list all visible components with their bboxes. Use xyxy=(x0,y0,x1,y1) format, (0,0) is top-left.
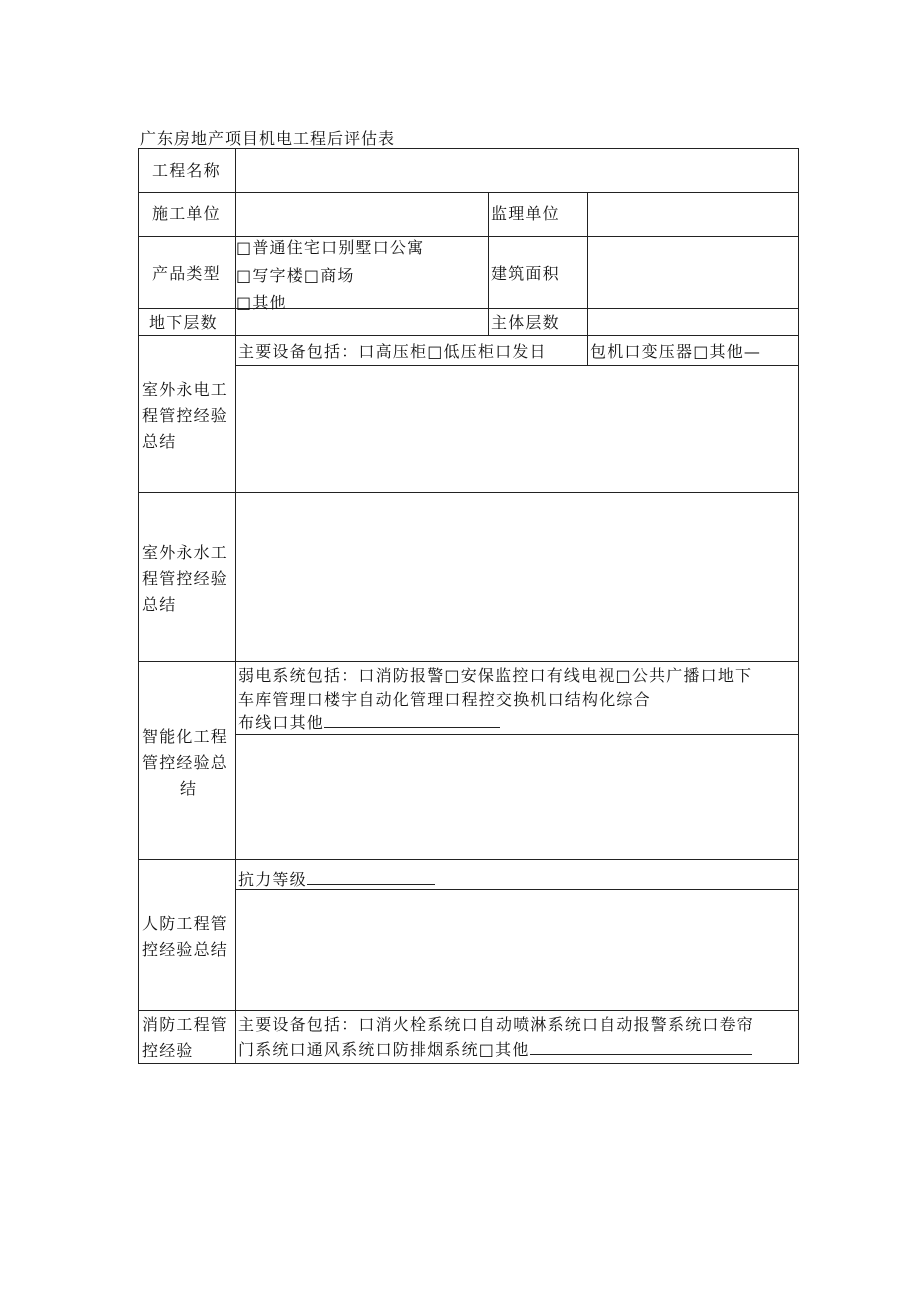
weak-current-systems-text: 车库管理口楼宇自动化管理口程控交换机口结构化综合 xyxy=(238,690,651,709)
column-divider xyxy=(587,192,588,335)
fire-equipment-text: 主要设备包括：口消火栓系统口自动喷淋系统口自动报警系统口卷帘 xyxy=(238,1015,755,1034)
fire-engineering-label: 消防工程管 控经验 xyxy=(142,1015,229,1060)
project-name-label: 工程名称 xyxy=(152,161,221,180)
resistance-level-text: 抗力等级 xyxy=(238,867,435,893)
row-divider xyxy=(235,365,798,366)
row-divider xyxy=(139,661,798,662)
row-divider xyxy=(139,859,798,860)
main-floors-label: 主体层数 xyxy=(491,313,560,332)
equipment-list-text: 包机口变压器□其他— xyxy=(590,342,762,361)
weak-current-systems-text: 布线口其他 xyxy=(238,710,500,736)
row-divider xyxy=(139,492,798,493)
product-type-option: □写字楼□商场 xyxy=(236,266,355,285)
outdoor-water-label: 室外永水工 程管控经验 总结 xyxy=(142,543,229,614)
row-divider xyxy=(139,192,798,193)
product-type-option: □其他 xyxy=(236,293,287,312)
outdoor-power-label: 室外永电工 程管控经验 总结 xyxy=(142,380,229,451)
smart-engineering-label: 智能化工程 管控经验总 结 xyxy=(142,727,229,798)
civil-defense-label: 人防工程管 控经验总结 xyxy=(142,914,229,959)
resistance-fill-in-line xyxy=(307,868,435,885)
construction-unit-label: 施工单位 xyxy=(152,204,221,223)
weak-current-systems-text: 弱电系统包括：口消防报警□安保监控口有线电视□公共广播口地下 xyxy=(238,666,753,685)
form-title: 广东房地产项目机电工程后评估表 xyxy=(140,129,396,148)
column-divider xyxy=(587,335,588,365)
row-divider xyxy=(139,335,798,336)
other-fill-in-line xyxy=(324,711,500,728)
evaluation-form-table xyxy=(138,148,799,1064)
product-type-label: 产品类型 xyxy=(152,264,221,283)
equipment-list-text: 主要设备包括：口高压柜□低压柜口发日 xyxy=(238,342,547,361)
product-type-option: □普通住宅口别墅口公寓 xyxy=(236,238,425,257)
column-divider xyxy=(488,192,489,335)
building-area-label: 建筑面积 xyxy=(491,264,560,283)
fire-other-fill-in-line xyxy=(530,1038,752,1055)
underground-floors-label: 地下层数 xyxy=(149,313,218,332)
fire-equipment-text: 门系统口通风系统口防排烟系统□其他 xyxy=(238,1037,752,1063)
supervision-unit-label: 监理单位 xyxy=(491,204,560,223)
row-divider xyxy=(139,1010,798,1011)
